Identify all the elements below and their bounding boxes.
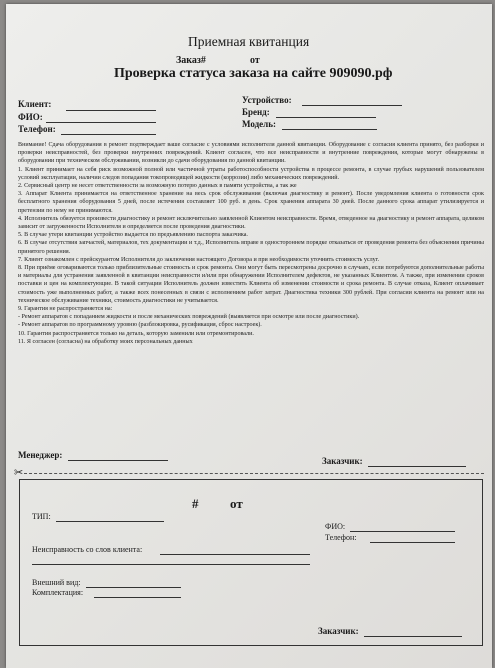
- stub-order-number-label: #: [192, 496, 199, 511]
- receipt-title: Приемная квитанция: [188, 34, 310, 49]
- customer-signature-label: Заказчик:: [322, 456, 363, 466]
- terms-item: 3. Аппарат Клиента принимается на ответственное хранение на весь срок обслуживания (включая диагностику и ремонт). После уведомления клиента о готовности срок бесплатного хранения оборудования 5 дней, после истечения составляет 100 руб. в день. Срок хранения аппарата 30 дней. После данного срока аппарат утилизируется и претензии по нему не принимаются.: [18, 191, 484, 214]
- fio-line: [46, 122, 156, 123]
- model-label: Модель:: [242, 119, 276, 129]
- terms-item: 10. Гарантия распространяется только на деталь, которую заменили или отремонтировали.: [18, 330, 254, 337]
- device-label: Устройство:: [242, 95, 292, 105]
- tear-off-stub: [19, 479, 483, 646]
- stub-phone-label: Телефон:: [325, 533, 357, 542]
- receipt-sheet: [6, 4, 492, 668]
- stub-customer-signature-line: [364, 636, 462, 637]
- cut-line: [24, 473, 484, 474]
- manager-signature-label: Менеджер:: [18, 450, 63, 460]
- stub-type-line: [56, 521, 164, 522]
- brand-label: Бренд:: [242, 107, 270, 117]
- stub-customer-signature-label: Заказчик:: [318, 626, 359, 636]
- stub-appearance-label: Внешний вид:: [32, 578, 81, 587]
- stub-kit-label: Комплектация:: [32, 588, 84, 597]
- fio-label: ФИО:: [18, 112, 43, 122]
- stub-fault-label: Неисправность со слов клиента:: [32, 545, 143, 554]
- scissors-icon: ✂: [14, 467, 24, 479]
- stub-order-from-label: от: [230, 496, 243, 511]
- status-check-subtitle: Проверка статуса заказа на сайте 909090.рф: [114, 66, 393, 81]
- phone-label: Телефон:: [18, 124, 56, 134]
- stub-type-label: ТИП:: [32, 512, 51, 521]
- terms-item: 11. Я согласен (согласна) на обработку моих персональных данных: [18, 338, 193, 345]
- terms-intro: Внимание! Сдача оборудования в ремонт подтверждает ваше согласие с условиями исполнителя данной квитанции. Оборудование с согласия клиента принято, без разборки и проверки неисправностей, без проверки внутренних повреждений. Клиент согласен, что все неисправности и внутренние повреждения, которые могут обнаружены в оборудовании при техническом обслуживании, возникли до сдачи оборудования по данной квитанции.: [18, 142, 484, 165]
- model-line: [282, 129, 377, 130]
- terms-item: 5. В случае утери квитанции устройство выдается по предъявлению паспорта заказчика.: [18, 232, 248, 239]
- customer-signature-line: [368, 466, 466, 467]
- manager-signature-line: [68, 460, 168, 461]
- phone-line: [61, 134, 156, 135]
- client-label: Клиент:: [18, 99, 52, 109]
- terms-item: 4. Исполнитель обязуется произвести диагностику и ремонт исключительно заявленной Клиентом неисправности. Время, отведенное на диагностику и ремонт аппарата, целиком зависит от загруженности Исполнителя и определяется после проведения диагностики.: [18, 215, 484, 231]
- stub-fault-line-1: [160, 554, 310, 555]
- stub-fio-line: [350, 531, 455, 532]
- terms-item: 1. Клиент принимает на себя риск возможной полной или частичной утраты работоспособности устройства в процессе ремонта, в случае грубых нарушений пользователем условий эксплуатации, наличии следов попадания токопроводящей жидкости (коррозии) либо механических повреждений.: [18, 166, 484, 181]
- order-label: Заказ#: [176, 55, 206, 66]
- terms-item: 7. Клиент ознакомлен с прейскурантом Исполнителя до заключения настоящего Договора и при необходимости уточнить стоимость услуг.: [18, 256, 380, 263]
- stub-kit-line: [94, 597, 181, 598]
- terms-item: - Ремонт аппаратов по программному уровню (разблокировка, русификация, сброс настроек).: [18, 322, 262, 329]
- stub-fault-line-2: [32, 564, 310, 565]
- stub-phone-line: [370, 542, 455, 543]
- stub-fio-label: ФИО:: [325, 522, 346, 531]
- order-from-label: от: [250, 55, 260, 66]
- brand-line: [276, 117, 376, 118]
- client-line: [66, 110, 156, 111]
- stub-appearance-line: [86, 587, 181, 588]
- terms-item: 6. В случае отсутствия запчастей, материалов, тех документации и т.д., Исполнитель вправе в одностороннем порядке отказаться от проведения ремонта без объяснения причины принятого решения.: [18, 240, 484, 255]
- terms-item: 9. Гарантия не распространяется на:: [18, 306, 113, 313]
- terms-item: - Ремонт аппаратов с попаданием жидкости и после механических повреждений (выявляется при осмотре или после диагностики).: [18, 314, 360, 321]
- terms-text: [18, 141, 484, 346]
- device-line: [302, 105, 402, 106]
- terms-item: 8. При приёме оговариваются только приблизительные стоимость и срок ремонта. Они могут быть пересмотрены досрочно в случаях, если потребуются дополнительные работы и материалы для устранения заявленной в квитанции неисправности и/или при обнаружении Исполнителем дефектов, не указанных Клиентом. А также, при изменении сроков поставки и цен на комплектующие. В такой ситуации Исполнитель должен известить Клиента об изменении стоимости и срока ремонта. В случае отказа, Клиент оплачивает стоимость уже выполненных работ, а также всех понесенных в связи с исполнением работ затрат. Диагностика техники 300 рублей. При согласии клиента на ремонт или на техническое обслуживание техники, стоимость диагностики не учитывается.: [18, 265, 484, 304]
- terms-item: 2. Сервисный центр не несет ответственности за возможную потерю данных в памяти устройства, а так же: [18, 183, 297, 190]
